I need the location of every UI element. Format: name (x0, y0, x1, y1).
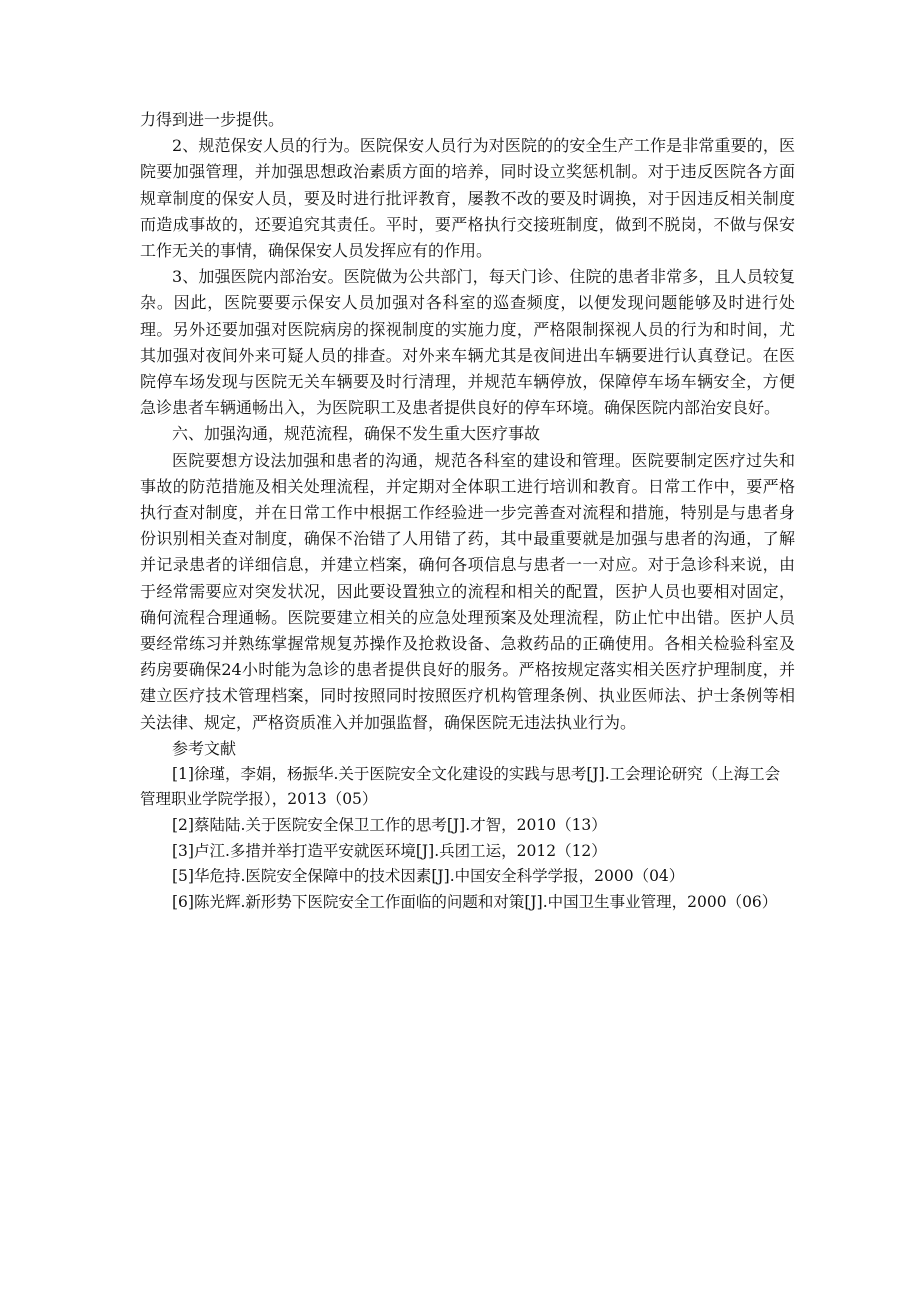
references-heading: 参考文献 (172, 738, 237, 758)
paragraph-continuation: 力得到进一步提供。 (140, 110, 285, 129)
section-heading-six: 六、加强沟通，规范流程，确保不发生重大医疗事故 (172, 424, 541, 444)
reference-item: [2]蔡陆陆.关于医院安全保卫工作的思考[J].才智，2010（13） (172, 816, 607, 835)
reference-item: [5]华危持.医院安全保障中的技术因素[J].中国安全科学学报，2000（04） (172, 867, 685, 886)
document-page (140, 107, 795, 915)
reference-item: [1]徐瑾，李娟，杨振华.关于医院安全文化建设的实践与思考[J].工会理论研究（上海工会管理职业学院学报），2013（05） (140, 764, 781, 809)
paragraph-security-staff-conduct: 2、规范保安人员的行为。医院保安人员行为对医院的的安全生产工作是非常重要的，医院要加强管理，并加强思想政治素质方面的培养，同时设立奖惩机制。对于违反医院各方面规章制度的保安人员，要及时进行批评教育，屡教不改的要及时调换，对于因违反相关制度而造成事故的，还要追究其责任。平时，要严格执行交接班制度，做到不脱岗，不做与保安工作无关的事情，确保保安人员发挥应有的作用。 (140, 136, 795, 261)
paragraph-internal-security: 3、加强医院内部治安。医院做为公共部门，每天门诊、住院的患者非常多，且人员较复杂。因此，医院要要示保安人员加强对各科室的巡查频度，以便发现问题能够及时进行处理。另外还要加强对医院病房的探视制度的实施力度，严格限制探视人员的行为和时间，尤其加强对夜间外来可疑人员的排查。对外来车辆尤其是夜间进出车辆要进行认真登记。在医院停车场发现与医院无关车辆要及时行清理，并规范车辆停放，保障停车场车辆安全，方便急诊患者车辆通畅出入，为医院职工及患者提供良好的停车环境。确保医院内部治安良好。 (140, 267, 795, 418)
paragraph-communication-process: 医院要想方设法加强和患者的沟通，规范各科室的建设和管理。医院要制定医疗过失和事故的防范措施及相关处理流程，并定期对全体职工进行培训和教育。日常工作中，要严格执行查对制度，并在日常工作中根据工作经验进一步完善查对流程和措施，特别是与患者身份识别相关查对制度，确保不治错了人用错了药，其中最重要就是加强与患者的沟通，了解并记录患者的详细信息，并建立档案，确何各项信息与患者一一对应。对于急诊科来说，由于经常需要应对突发状况，因此要设置独立的流程和相关的配置，医护人员也要相对固定，确何流程合理通畅。医院要建立相关的应急处理预案及处理流程，防止忙中出错。医护人员要经常练习并熟练掌握常规复苏操作及抢救设备、急救药品的正确使用。各相关检验科室及药房要确保24小时能为急诊的患者提供良好的服务。严格按规定落实相关医疗护理制度，并建立医疗技术管理档案，同时按照同时按照医疗机构管理条例、执业医师法、护士条例等相关法律、规定，严格资质准入并加强监督，确保医院无违法执业行为。 (140, 450, 795, 732)
reference-item: [3]卢江.多措并举打造平安就医环境[J].兵团工运，2012（12） (172, 841, 607, 860)
reference-item: [6]陈光辉.新形势下医院安全工作面临的问题和对策[J].中国卫生事业管理，2000（06） (172, 892, 778, 911)
